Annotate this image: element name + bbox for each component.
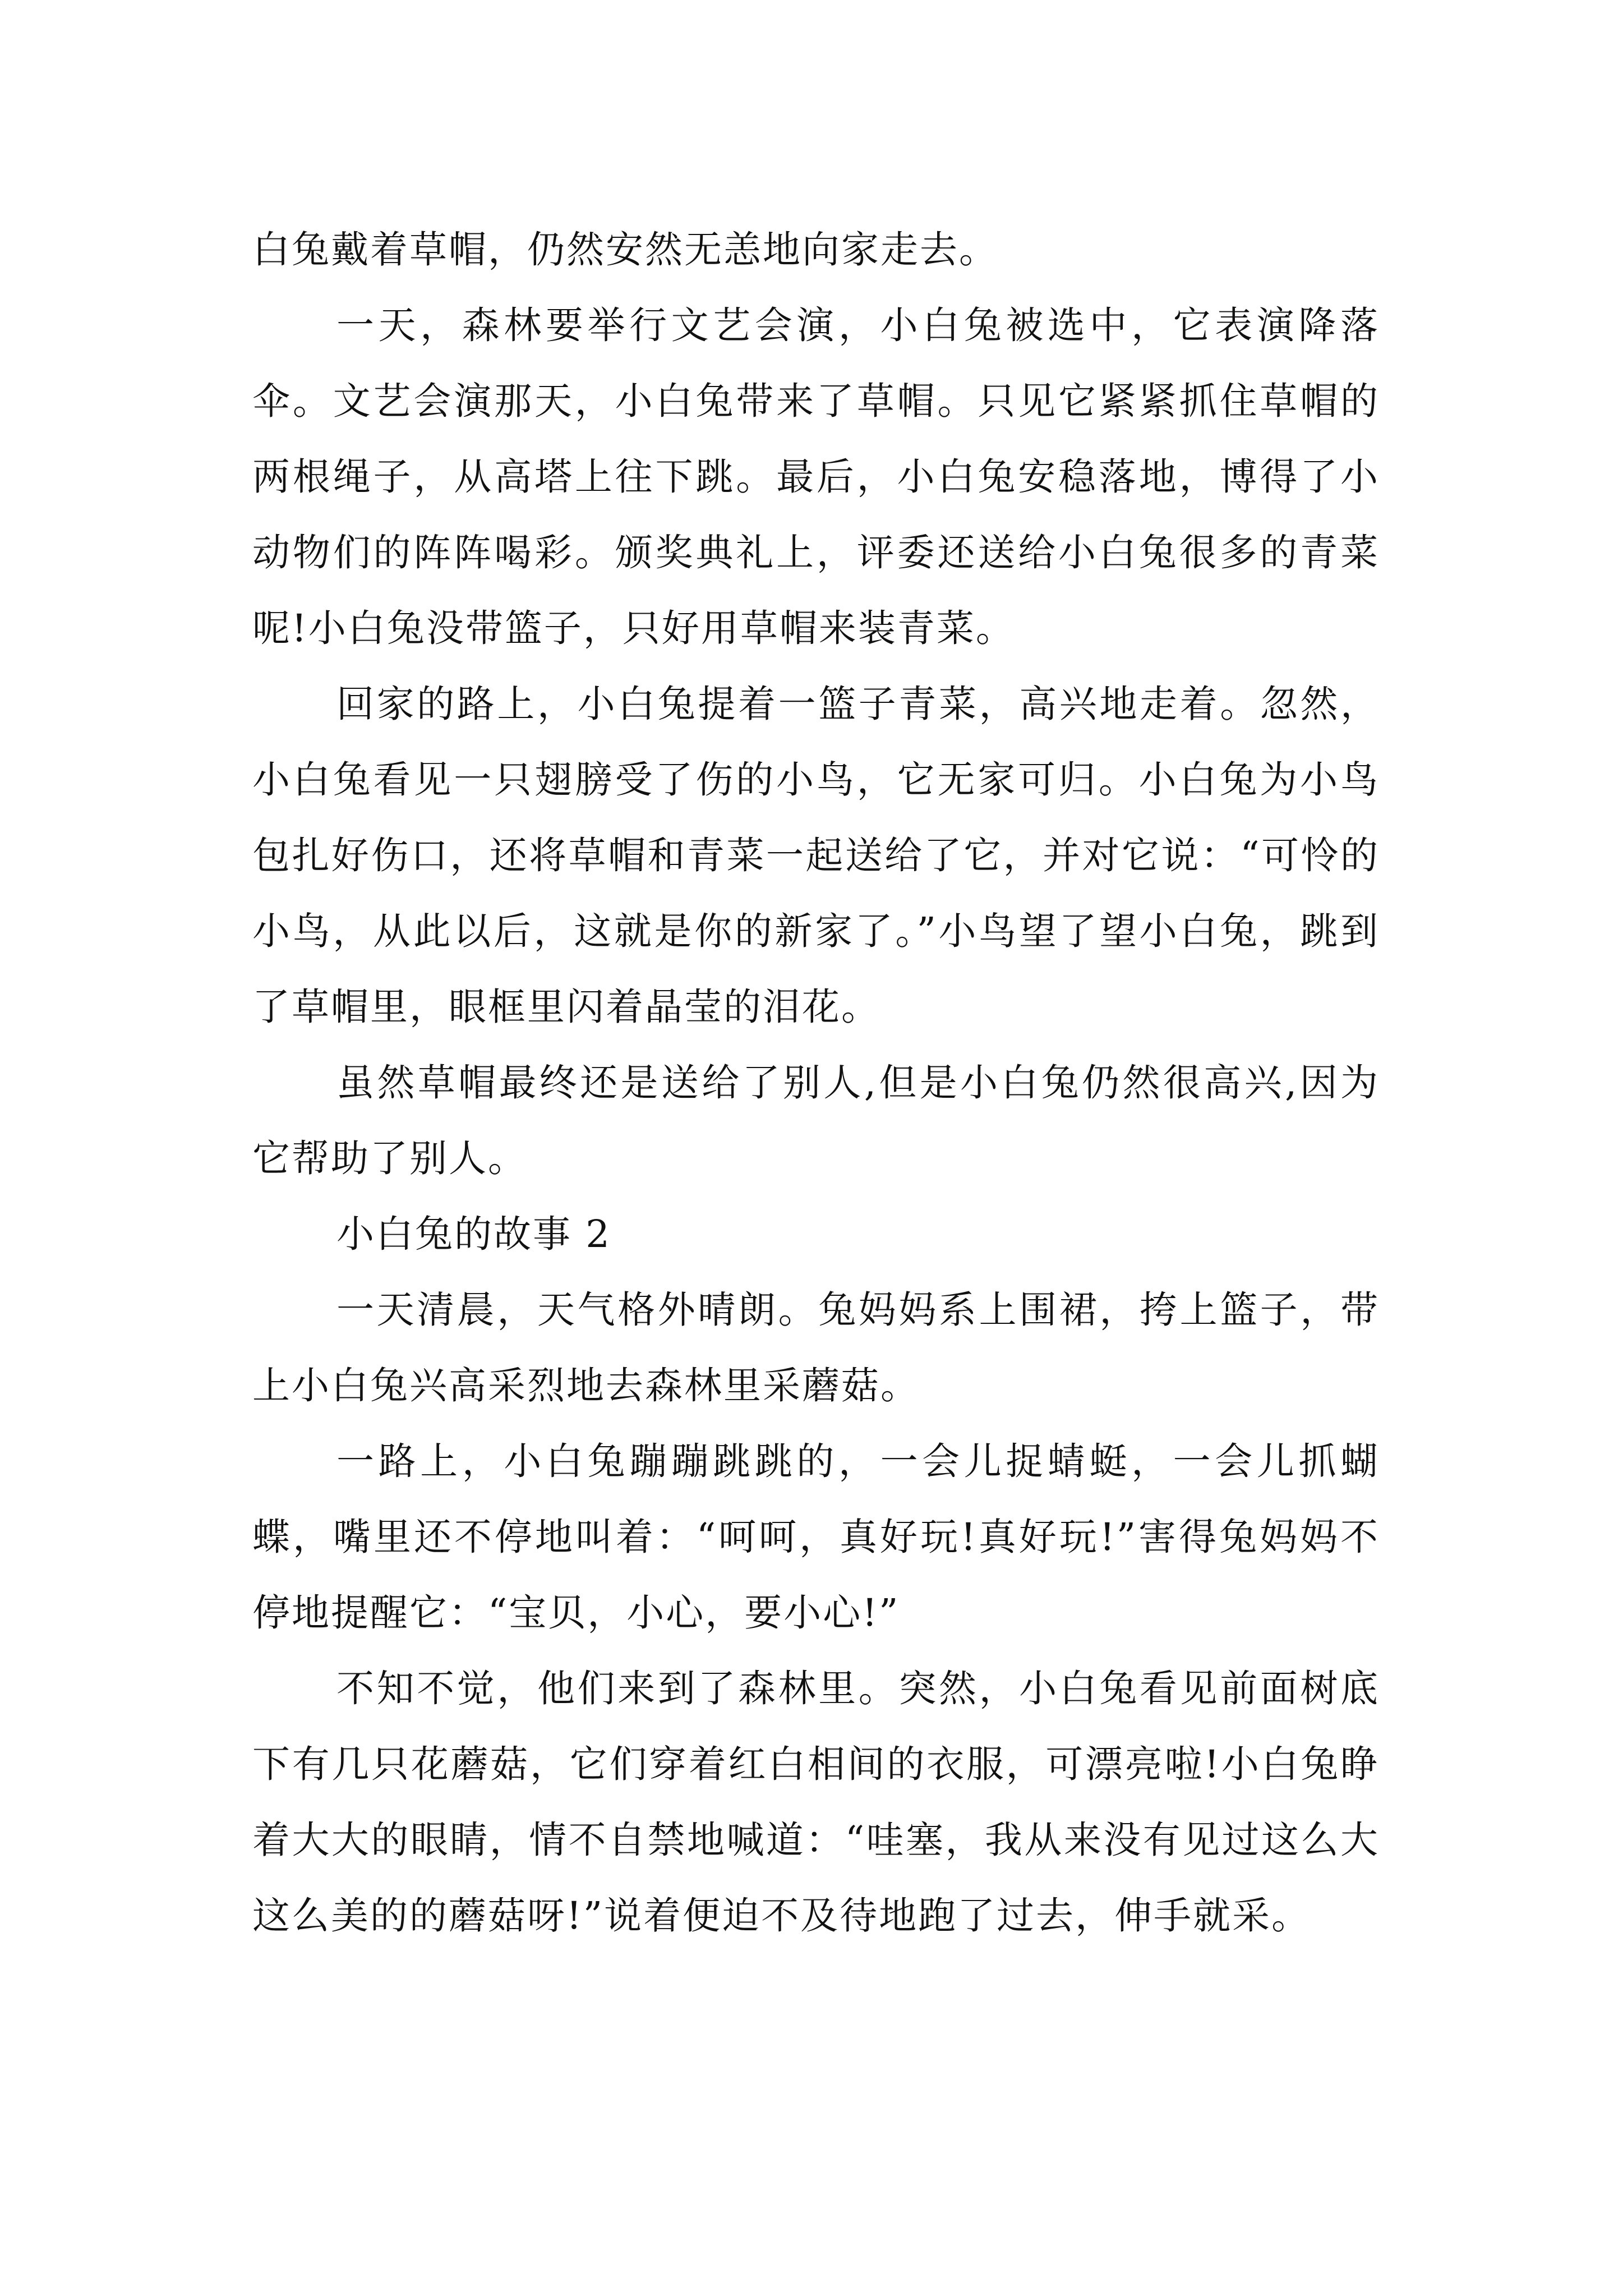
- paragraph-on-the-way: 一路上，小白兔蹦蹦跳跳的，一会儿捉蜻蜓，一会儿抓蝴蝶，嘴里还不停地叫着：“呵呵，真好玩!真好玩!”害得兔妈妈不停地提醒它：“宝贝，小心，要小心!”: [252, 1439, 1380, 1635]
- paragraph-morning: 一天清晨，天气格外晴朗。兔妈妈系上围裙，挎上篮子，带上小白兔兴高采烈地去森林里采蘑菇。: [252, 1288, 1380, 1407]
- story-2-title: 小白兔的故事 2: [336, 1212, 611, 1256]
- document-body: [252, 212, 1380, 1954]
- paragraph-injured-bird: 回家的路上，小白兔提着一篮子青菜，高兴地走着。忽然，小白兔看见一只翅膀受了伤的小鸟，它无家可归。小白兔为小鸟包扎好伤口，还将草帽和青菜一起送给了它，并对它说：“可怜的小鸟，从此以后，这就是你的新家了。”小鸟望了望小白兔，跳到了草帽里，眼框里闪着晶莹的泪花。: [252, 682, 1380, 1029]
- paragraph-mushrooms: 不知不觉，他们来到了森林里。突然，小白兔看见前面树底下有几只花蘑菇，它们穿着红白相间的衣服，可漂亮啦!小白兔睁着大大的眼睛，情不自禁地喊道：“哇塞，我从来没有见过这么大这么美的的蘑菇呀!”说着便迫不及待地跑了过去，伸手就采。: [252, 1667, 1380, 1938]
- paragraph-continuation: 白兔戴着草帽，仍然安然无恙地向家走去。: [252, 228, 998, 272]
- paragraph-talent-show: 一天，森林要举行文艺会演，小白兔被选中，它表演降落伞。文艺会演那天，小白兔带来了草帽。只见它紧紧抓住草帽的两根绳子，从高塔上往下跳。最后，小白兔安稳落地，博得了小动物们的阵阵喝彩。颁奖典礼上，评委还送给小白兔很多的青菜呢!小白兔没带篮子，只好用草帽来装青菜。: [252, 303, 1380, 650]
- paragraph-conclusion: 虽然草帽最终还是送给了别人,但是小白兔仍然很高兴,因为它帮助了别人。: [252, 1061, 1380, 1180]
